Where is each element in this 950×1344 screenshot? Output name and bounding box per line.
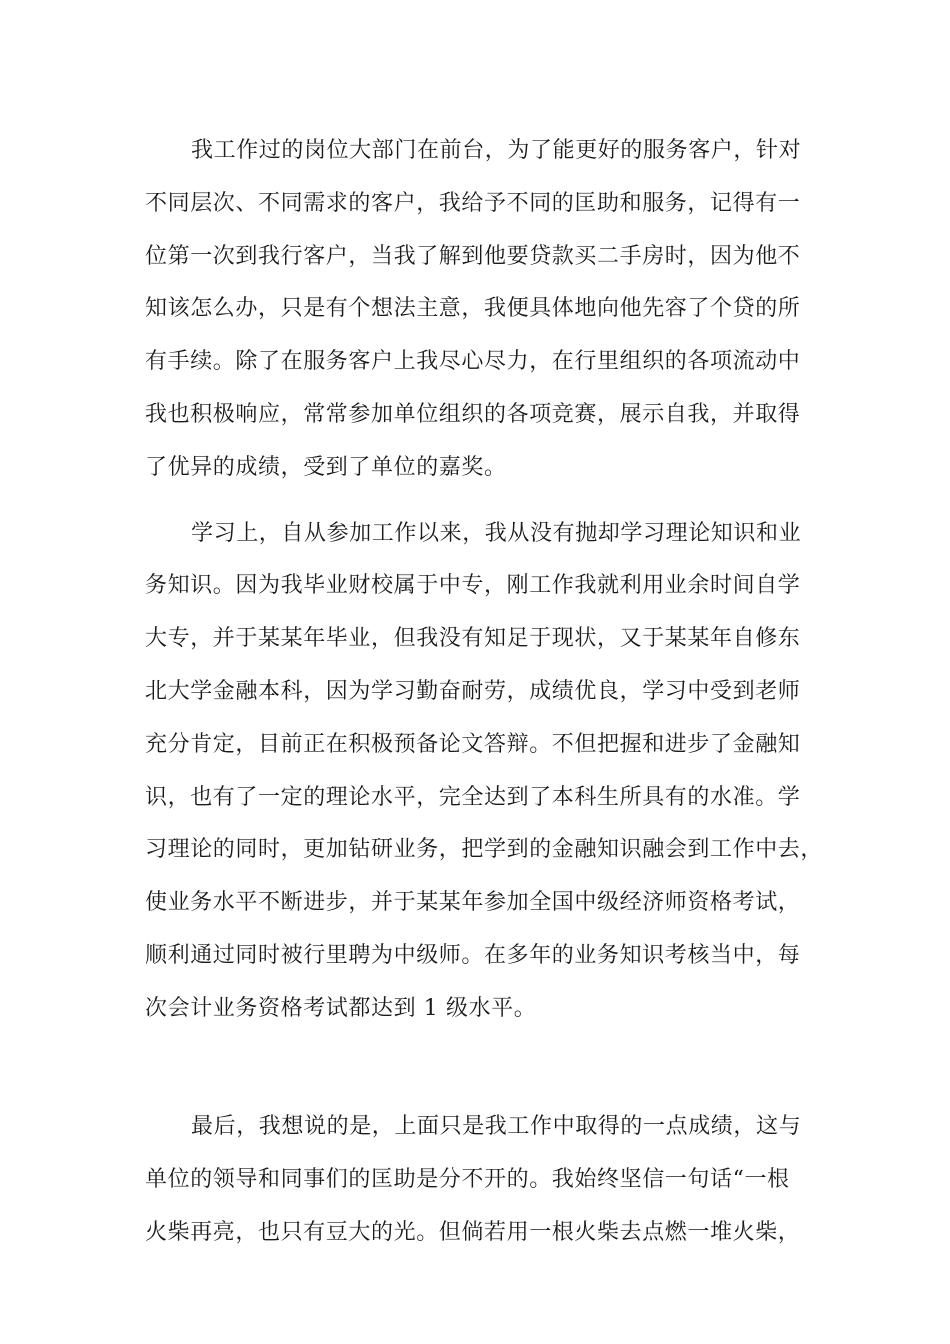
text-line: 顺利通过同时被行里聘为中级师。在多年的业务知识考核当中，每: [145, 942, 801, 968]
paragraph-study: [145, 508, 824, 1089]
text-line: 大专，并于某某年毕业，但我没有知足于现状，又于某某年自修东: [145, 626, 801, 652]
text-line: 了优异的成绩，受到了单位的嘉奖。: [145, 454, 507, 480]
text-line: 我也积极响应，常常参加单位组织的各项竞赛，展示自我，并取得: [145, 401, 801, 427]
paragraph-work-experience: [145, 125, 805, 495]
text-line: 次会计业务资格考试都达到 1 级水平。: [145, 995, 537, 1021]
text-line: 使业务水平不断进步，并于某某年参加全国中级经济师资格考试，: [145, 890, 801, 916]
text-line: 位第一次到我行客户，当我了解到他要贷款买二手房时，因为他不: [145, 243, 801, 269]
text-line: [145, 1036, 805, 1089]
text-line: 不同层次、不同需求的客户，我给予不同的匡助和服务，记得有一: [145, 190, 801, 216]
text-line: 我工作过的岗位大部门在前台，为了能更好的服务客户，针对: [191, 138, 802, 163]
text-line: 单位的领导和同事们的匡助是分不开的。我始终坚信一句话“一根: [145, 1167, 790, 1193]
text-line: 识，也有了一定的理论水平，完全达到了本科生所具有的水准。学: [145, 784, 801, 810]
text-line: 有手续。除了在服务客户上我尽心尽力，在行里组织的各项流动中: [145, 349, 801, 375]
document-body: [145, 125, 824, 1273]
text-line: 北大学金融本科，因为学习勤奋耐劳，成绩优良，学习中受到老师: [145, 678, 801, 704]
text-line: 火柴再亮，也只有豆大的光。但倘若用一根火柴去点燃一堆火柴，: [145, 1219, 801, 1245]
text-line: 充分肯定，目前正在积极预备论文答辩。不但把握和进步了金融知: [145, 731, 801, 757]
text-line: 最后，我想说的是，上面只是我工作中取得的一点成绩，这与: [191, 1114, 802, 1140]
text-line: 学习上，自从参加工作以来，我从没有抛却学习理论知识和业: [191, 520, 802, 546]
text-line: 知该怎么办，只是有个想法主意，我便具体地向他先容了个贷的所: [145, 296, 801, 322]
text-line: 习理论的同时，更加钻研业务，把学到的金融知识融会到工作中去，: [145, 837, 824, 863]
paragraph-conclusion: [145, 1101, 805, 1259]
text-line: 务知识。因为我毕业财校属于中专，刚工作我就利用业余时间自学: [145, 573, 801, 599]
